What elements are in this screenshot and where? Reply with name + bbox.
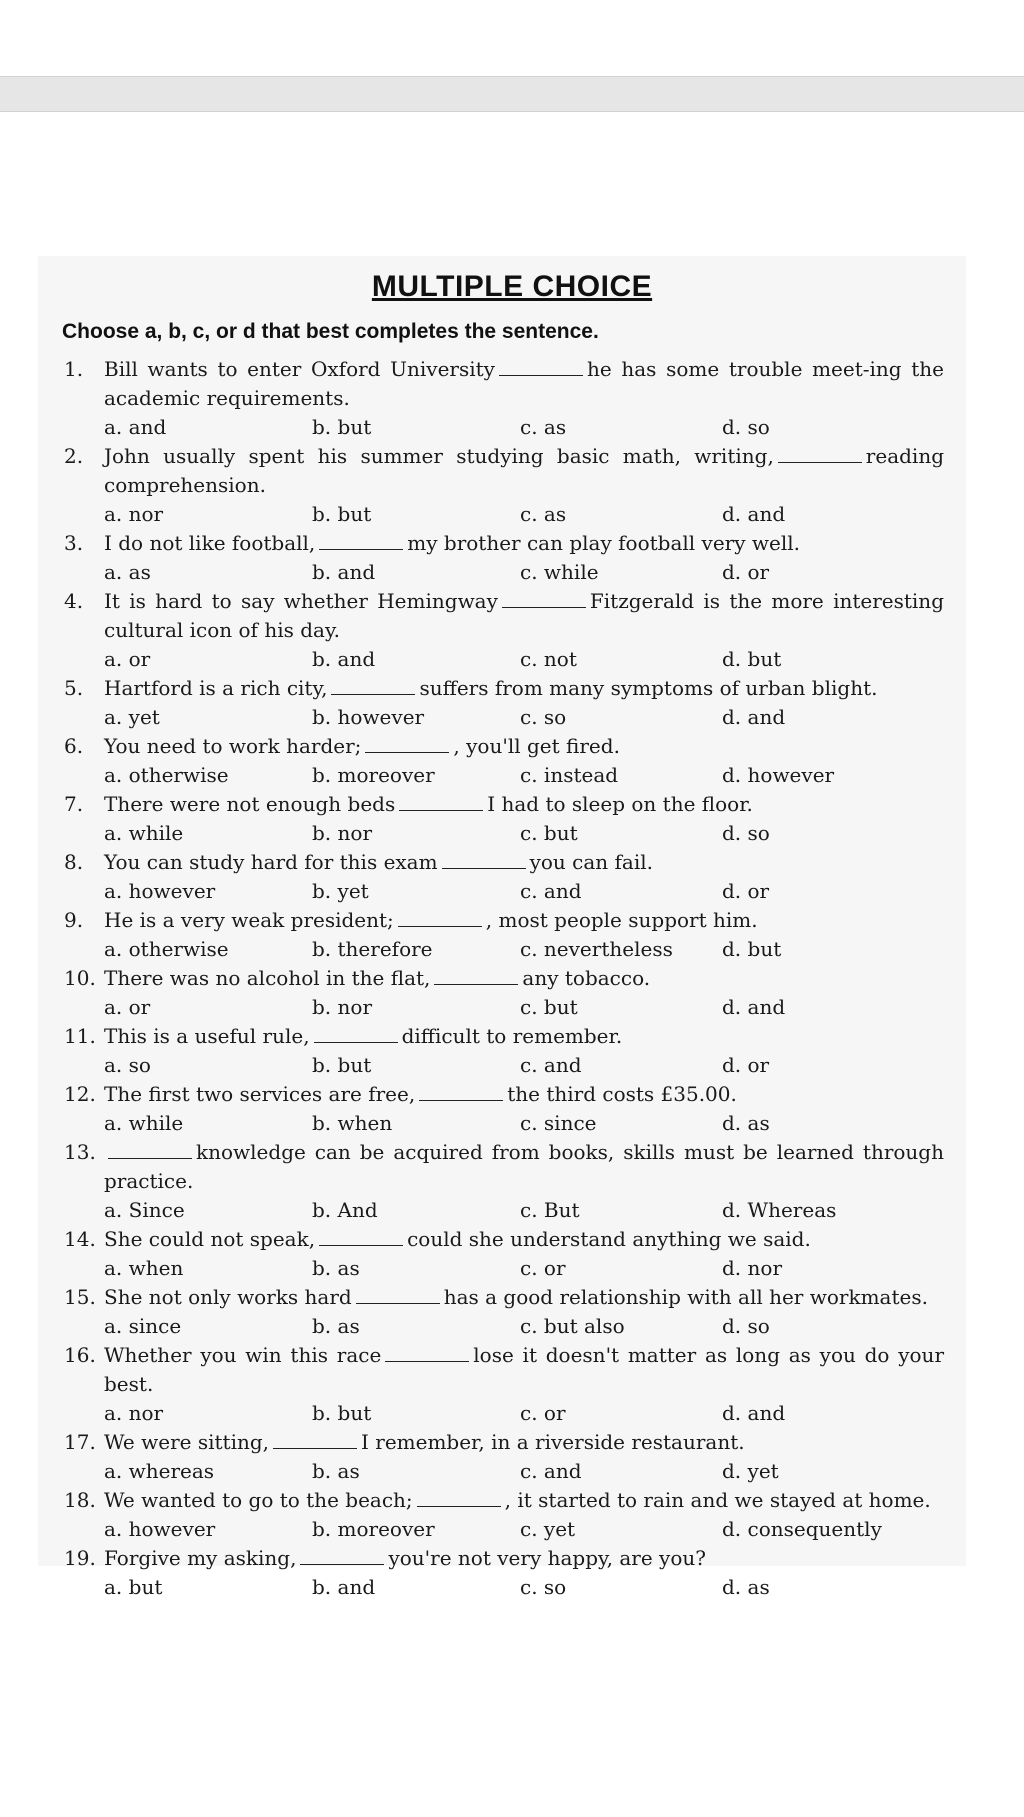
- option-d[interactable]: d. Whereas: [722, 1198, 837, 1222]
- option-a[interactable]: a. otherwise: [104, 937, 229, 961]
- answer-options: [64, 500, 944, 529]
- page-title: MULTIPLE CHOICE: [371, 270, 653, 303]
- option-c[interactable]: c. since: [520, 1111, 597, 1135]
- option-c[interactable]: c. nevertheless: [520, 937, 673, 961]
- option-d[interactable]: d. but: [722, 937, 782, 961]
- option-b[interactable]: b. yet: [312, 879, 369, 903]
- option-d[interactable]: d. so: [722, 1314, 770, 1338]
- question-stem-before: Forgive my asking,: [104, 1546, 297, 1570]
- question-item: [64, 732, 944, 790]
- answer-options: [64, 877, 944, 906]
- answer-options: [64, 761, 944, 790]
- option-c[interactable]: c. but also: [520, 1314, 625, 1338]
- question-item: [64, 906, 944, 964]
- question-item: [64, 1486, 944, 1544]
- option-b[interactable]: b. moreover: [312, 763, 435, 787]
- answer-options: [64, 645, 944, 674]
- answer-blank[interactable]: [331, 676, 415, 695]
- question-item: [64, 1341, 944, 1428]
- option-a[interactable]: a. nor: [104, 502, 164, 526]
- option-c[interactable]: c. and: [520, 1459, 582, 1483]
- answer-blank[interactable]: [385, 1343, 469, 1362]
- question-number: 3.: [64, 531, 84, 555]
- option-b[interactable]: b. as: [312, 1314, 360, 1338]
- option-a[interactable]: a. and: [104, 415, 167, 439]
- question-item: [64, 674, 944, 732]
- option-c[interactable]: c. or: [520, 1401, 566, 1425]
- option-a[interactable]: a. however: [104, 879, 216, 903]
- question-text: [64, 1225, 944, 1254]
- answer-options: [64, 819, 944, 848]
- answer-blank[interactable]: [442, 850, 526, 869]
- answer-blank[interactable]: [778, 444, 862, 463]
- question-number: 14.: [64, 1227, 96, 1251]
- answer-blank[interactable]: [300, 1546, 384, 1565]
- question-stem-before: We were sitting,: [104, 1430, 269, 1454]
- option-b[interactable]: b. when: [312, 1111, 393, 1135]
- question-stem-before: You can study hard for this exam: [104, 850, 438, 874]
- question-number: 17.: [64, 1430, 96, 1454]
- option-a[interactable]: a. however: [104, 1517, 216, 1541]
- option-d[interactable]: d. but: [722, 647, 782, 671]
- question-text: [64, 1283, 944, 1312]
- question-stem-before: It is hard to say whether Hemingway: [104, 589, 498, 613]
- answer-blank[interactable]: [356, 1285, 440, 1304]
- option-b[interactable]: b. but: [312, 1053, 372, 1077]
- question-text: [64, 906, 944, 935]
- question-text: [64, 732, 944, 761]
- question-stem-after: my brother can play football very well.: [407, 531, 800, 555]
- question-stem-before: She could not speak,: [104, 1227, 316, 1251]
- question-text: [64, 587, 944, 645]
- answer-blank[interactable]: [419, 1082, 503, 1101]
- question-item: [64, 1080, 944, 1138]
- option-a[interactable]: a. whereas: [104, 1459, 215, 1483]
- question-text: [64, 848, 944, 877]
- option-a[interactable]: a. while: [104, 1111, 184, 1135]
- option-d[interactable]: d. as: [722, 1111, 770, 1135]
- question-text: [64, 1138, 944, 1196]
- option-d[interactable]: d. and: [722, 1401, 786, 1425]
- answer-blank[interactable]: [434, 966, 518, 985]
- question-item: [64, 529, 944, 587]
- answer-options: [64, 1196, 944, 1225]
- option-a[interactable]: a. as: [104, 560, 151, 584]
- option-b[interactable]: b. however: [312, 705, 425, 729]
- option-c[interactable]: c. instead: [520, 763, 619, 787]
- answer-blank[interactable]: [502, 589, 586, 608]
- option-a[interactable]: a. yet: [104, 705, 160, 729]
- question-text: [64, 790, 944, 819]
- option-d[interactable]: d. nor: [722, 1256, 782, 1280]
- question-item: [64, 1022, 944, 1080]
- option-a[interactable]: a. when: [104, 1256, 184, 1280]
- question-stem-after: difficult to remember.: [401, 1024, 623, 1048]
- answer-options: [64, 1399, 944, 1428]
- question-number: 9.: [64, 908, 84, 932]
- question-stem-before: Whether you win this race: [104, 1343, 382, 1367]
- question-stem-before: There were not enough beds: [104, 792, 396, 816]
- option-b[interactable]: b. therefore: [312, 937, 433, 961]
- question-item: [64, 442, 944, 529]
- option-b[interactable]: b. as: [312, 1256, 360, 1280]
- question-stem-before: There was no alcohol in the flat,: [104, 966, 431, 990]
- answer-options: [64, 558, 944, 587]
- option-b[interactable]: b. but: [312, 415, 372, 439]
- option-a[interactable]: a. nor: [104, 1401, 164, 1425]
- answer-options: [64, 1312, 944, 1341]
- question-stem-before: Bill wants to enter Oxford University: [104, 357, 495, 381]
- option-d[interactable]: d. or: [722, 560, 770, 584]
- answer-blank[interactable]: [398, 908, 482, 927]
- question-text: [64, 964, 944, 993]
- question-stem-after: knowledge can be acquired from books, skills must be learned through practice.: [104, 1140, 944, 1193]
- answer-options: [64, 993, 944, 1022]
- answer-options: [64, 1573, 944, 1602]
- option-b[interactable]: b. moreover: [312, 1517, 435, 1541]
- question-number: 8.: [64, 850, 84, 874]
- question-number: 11.: [64, 1024, 96, 1048]
- question-text: [64, 1544, 944, 1573]
- option-c[interactable]: c. so: [520, 1575, 567, 1599]
- question-stem-after: , you'll get fired.: [453, 734, 620, 758]
- question-stem-after: Fitzgerald is the more interesting cultural icon of his day.: [104, 589, 944, 642]
- question-number: 2.: [64, 444, 84, 468]
- question-stem-after: has a good relationship with all her workmates.: [443, 1285, 928, 1309]
- answer-options: [64, 1051, 944, 1080]
- question-stem-after: you're not very happy, are you?: [388, 1546, 706, 1570]
- option-a[interactable]: a. while: [104, 821, 184, 845]
- question-text: [64, 1486, 944, 1515]
- question-stem-after: any tobacco.: [522, 966, 651, 990]
- option-b[interactable]: b. nor: [312, 995, 372, 1019]
- option-a[interactable]: a. so: [104, 1053, 151, 1077]
- option-c[interactable]: c. yet: [520, 1517, 576, 1541]
- option-c[interactable]: c. while: [520, 560, 599, 584]
- question-item: [64, 1544, 944, 1602]
- question-item: [64, 587, 944, 674]
- question-item: [64, 1225, 944, 1283]
- option-d[interactable]: d. so: [722, 821, 770, 845]
- option-c[interactable]: c. and: [520, 1053, 582, 1077]
- question-text: [64, 1341, 944, 1399]
- question-stem-after: you can fail.: [529, 850, 653, 874]
- option-c[interactable]: c. not: [520, 647, 577, 671]
- option-a[interactable]: a. since: [104, 1314, 182, 1338]
- question-item: [64, 964, 944, 1022]
- question-stem-after: lose it doesn't matter as long as you do your best.: [104, 1343, 945, 1396]
- answer-options: [64, 413, 944, 442]
- option-b[interactable]: b. but: [312, 1401, 372, 1425]
- question-stem-after: could she understand anything we said.: [407, 1227, 811, 1251]
- answer-blank[interactable]: [273, 1430, 357, 1449]
- answer-options: [64, 703, 944, 732]
- question-list: [64, 355, 944, 1602]
- option-c[interactable]: c. so: [520, 705, 567, 729]
- question-number: 15.: [64, 1285, 96, 1309]
- question-number: 5.: [64, 676, 84, 700]
- question-stem-before: We wanted to go to the beach;: [104, 1488, 413, 1512]
- answer-blank[interactable]: [365, 734, 449, 753]
- question-number: 13.: [64, 1140, 96, 1164]
- option-a[interactable]: a. but: [104, 1575, 163, 1599]
- option-b[interactable]: b. and: [312, 560, 376, 584]
- option-d[interactable]: d. and: [722, 502, 786, 526]
- top-bar: [0, 76, 1024, 112]
- question-item: [64, 1283, 944, 1341]
- question-stem-after: reading comprehension.: [104, 444, 944, 497]
- question-stem-before: This is a useful rule,: [104, 1024, 310, 1048]
- question-number: 4.: [64, 589, 84, 613]
- answer-options: [64, 1515, 944, 1544]
- option-b[interactable]: b. as: [312, 1459, 360, 1483]
- question-item: [64, 848, 944, 906]
- question-number: 19.: [64, 1546, 96, 1570]
- question-number: 12.: [64, 1082, 96, 1106]
- answer-blank[interactable]: [319, 1227, 403, 1246]
- question-text: [64, 1022, 944, 1051]
- question-text: [64, 529, 944, 558]
- option-d[interactable]: d. or: [722, 1053, 770, 1077]
- question-text: [64, 1428, 944, 1457]
- question-stem-before: She not only works hard: [104, 1285, 352, 1309]
- instructions: Choose a, b, c, or d that best completes the sentence.: [62, 320, 599, 343]
- question-item: [64, 1138, 944, 1225]
- answer-options: [64, 1457, 944, 1486]
- question-stem-after: , most people support him.: [485, 908, 758, 932]
- question-stem-before: Hartford is a rich city,: [104, 676, 328, 700]
- answer-blank[interactable]: [314, 1024, 398, 1043]
- option-c[interactable]: c. but: [520, 995, 578, 1019]
- option-a[interactable]: a. or: [104, 995, 151, 1019]
- question-number: 6.: [64, 734, 84, 758]
- option-d[interactable]: d. and: [722, 995, 786, 1019]
- question-stem-after: , it started to rain and we stayed at home.: [504, 1488, 931, 1512]
- question-item: [64, 790, 944, 848]
- option-c[interactable]: c. and: [520, 879, 582, 903]
- question-number: 7.: [64, 792, 84, 816]
- question-text: [64, 674, 944, 703]
- option-b[interactable]: b. And: [312, 1198, 378, 1222]
- option-b[interactable]: b. nor: [312, 821, 372, 845]
- option-a[interactable]: a. otherwise: [104, 763, 229, 787]
- option-d[interactable]: d. so: [722, 415, 770, 439]
- question-number: 1.: [64, 357, 84, 381]
- answer-blank[interactable]: [499, 357, 583, 376]
- question-stem-after: he has some trouble meet-ing the academic requirements.: [104, 357, 944, 410]
- option-c[interactable]: c. as: [520, 415, 567, 439]
- answer-blank[interactable]: [399, 792, 483, 811]
- option-c[interactable]: c. or: [520, 1256, 566, 1280]
- option-a[interactable]: a. Since: [104, 1198, 185, 1222]
- option-c[interactable]: c. But: [520, 1198, 580, 1222]
- option-b[interactable]: b. but: [312, 502, 372, 526]
- question-number: 16.: [64, 1343, 96, 1367]
- question-stem-before: You need to work harder;: [104, 734, 362, 758]
- answer-options: [64, 1109, 944, 1138]
- question-item: [64, 355, 944, 442]
- question-number: 18.: [64, 1488, 96, 1512]
- answer-blank[interactable]: [108, 1140, 192, 1159]
- question-stem-after: the third costs £35.00.: [507, 1082, 737, 1106]
- option-b[interactable]: b. and: [312, 1575, 376, 1599]
- question-stem-before: John usually spent his summer studying basic math, writing,: [104, 444, 774, 468]
- question-stem-after: I remember, in a riverside restaurant.: [361, 1430, 745, 1454]
- question-text: [64, 442, 944, 500]
- option-d[interactable]: d. and: [722, 705, 786, 729]
- question-stem-before: I do not like football,: [104, 531, 316, 555]
- question-text: [64, 1080, 944, 1109]
- answer-blank[interactable]: [417, 1488, 501, 1507]
- option-c[interactable]: c. but: [520, 821, 578, 845]
- question-text: [64, 355, 944, 413]
- option-d[interactable]: d. however: [722, 763, 835, 787]
- option-d[interactable]: d. consequently: [722, 1517, 882, 1541]
- question-number: 10.: [64, 966, 96, 990]
- question-stem-before: The first two services are free,: [104, 1082, 416, 1106]
- question-stem-after: suffers from many symptoms of urban blight.: [419, 676, 878, 700]
- question-item: [64, 1428, 944, 1486]
- question-stem-before: He is a very weak president;: [104, 908, 394, 932]
- option-a[interactable]: a. or: [104, 647, 151, 671]
- option-d[interactable]: d. yet: [722, 1459, 779, 1483]
- option-b[interactable]: b. and: [312, 647, 376, 671]
- answer-options: [64, 935, 944, 964]
- question-stem-after: I had to sleep on the floor.: [487, 792, 753, 816]
- option-d[interactable]: d. as: [722, 1575, 770, 1599]
- answer-blank[interactable]: [319, 531, 403, 550]
- answer-options: [64, 1254, 944, 1283]
- option-c[interactable]: c. as: [520, 502, 567, 526]
- option-d[interactable]: d. or: [722, 879, 770, 903]
